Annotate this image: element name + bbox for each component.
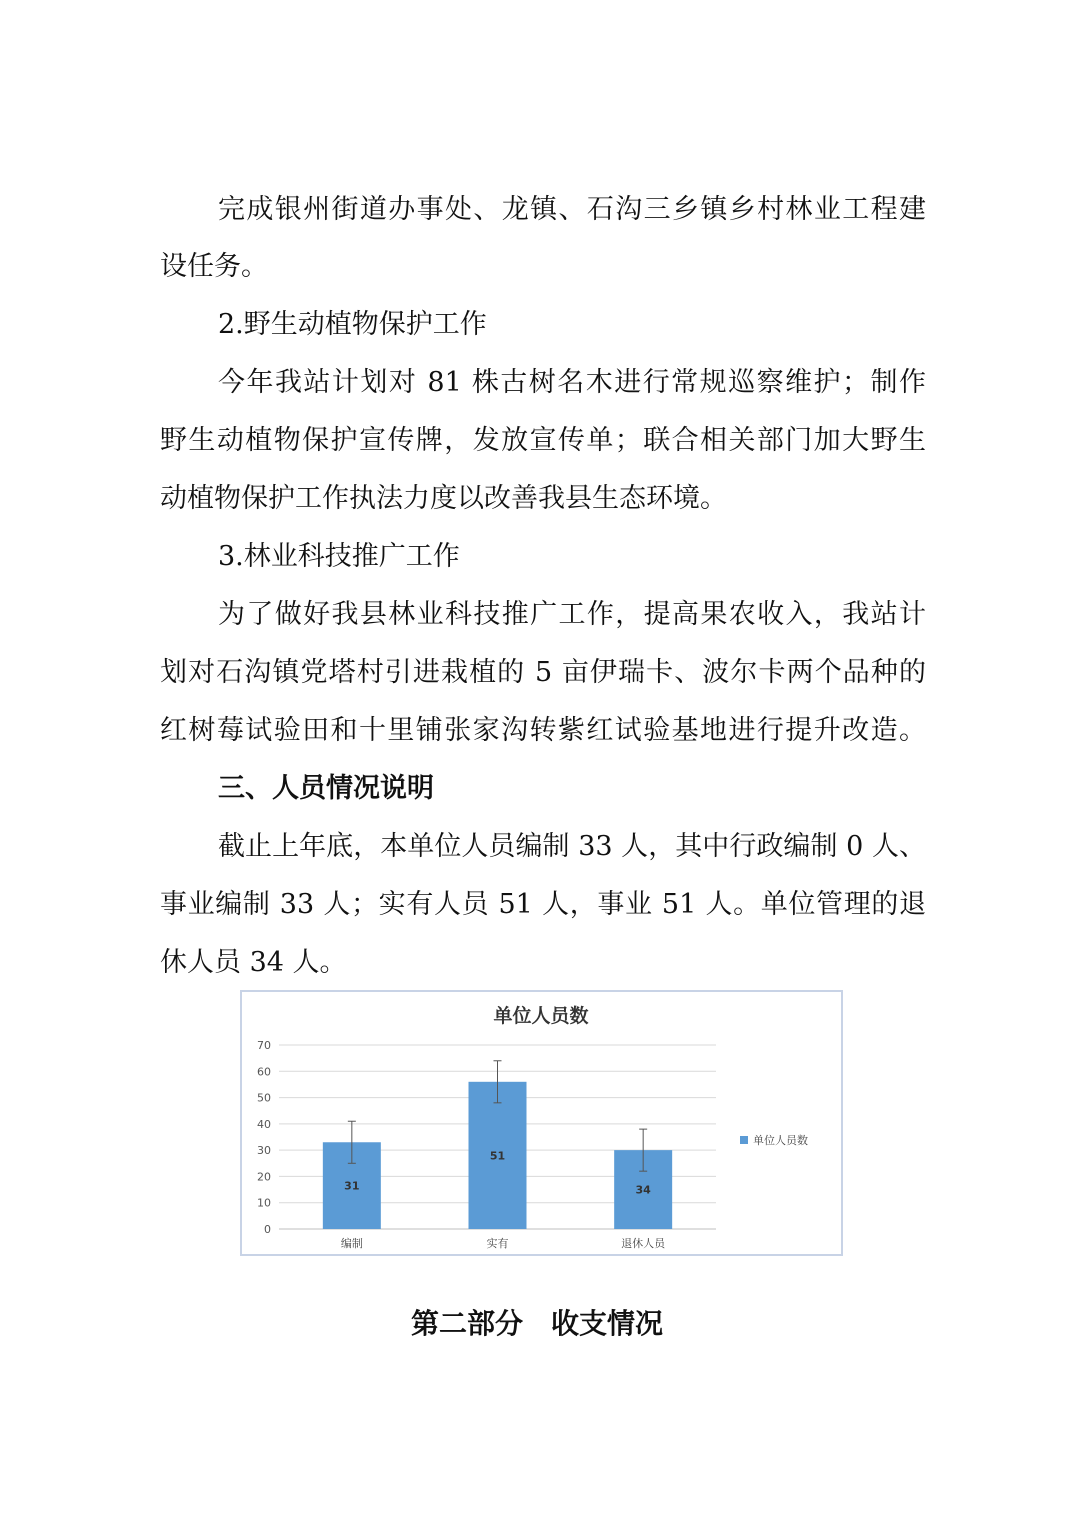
x-tick-label: 实有 bbox=[486, 1237, 509, 1250]
x-tick-label: 退休人员 bbox=[621, 1237, 666, 1250]
paragraph-line: 今年我站计划对 81 株古树名木进行常规巡察维护；制作 bbox=[218, 367, 926, 398]
paragraph-line: 设任务。 bbox=[160, 251, 268, 282]
y-tick-label: 20 bbox=[257, 1170, 271, 1184]
paragraph-line: 红树莓试验田和十里铺张家沟转紫红试验基地进行提升改造。 bbox=[160, 715, 926, 746]
part-title: 第二部分 收支情况 bbox=[410, 1307, 663, 1340]
paragraph-line: 动植物保护工作执法力度以改善我县生态环境。 bbox=[160, 483, 727, 514]
y-tick-label: 60 bbox=[257, 1065, 271, 1079]
paragraph-line: 划对石沟镇党塔村引进栽植的 5 亩伊瑞卡、波尔卡两个品种的 bbox=[160, 657, 926, 688]
paragraph-line: 事业编制 33 人；实有人员 51 人，事业 51 人。单位管理的退 bbox=[160, 889, 926, 920]
paragraph-line: 截止上年底，本单位人员编制 33 人，其中行政编制 0 人、 bbox=[218, 831, 926, 862]
y-tick-label: 30 bbox=[257, 1144, 271, 1158]
paragraph-line: 为了做好我县林业科技推广工作，提高果农收入，我站计 bbox=[218, 599, 926, 630]
y-tick-label: 70 bbox=[257, 1039, 271, 1052]
section-heading: 2.野生动植物保护工作 bbox=[218, 309, 487, 340]
x-tick-label: 编制 bbox=[340, 1237, 363, 1250]
y-tick-label: 40 bbox=[257, 1117, 271, 1131]
chart-title: 单位人员数 bbox=[493, 1005, 589, 1027]
section-heading: 3.林业科技推广工作 bbox=[218, 541, 460, 572]
data-label: 34 bbox=[635, 1183, 651, 1197]
y-tick-label: 50 bbox=[257, 1091, 271, 1105]
legend-label: 单位人员数 bbox=[753, 1134, 808, 1147]
data-label: 31 bbox=[344, 1179, 360, 1193]
paragraph-line: 完成银州街道办事处、龙镇、石沟三乡镇乡村林业工程建 bbox=[218, 194, 926, 225]
staff-chart bbox=[240, 990, 843, 1256]
data-label: 51 bbox=[489, 1149, 506, 1163]
y-tick-label: 10 bbox=[257, 1196, 271, 1210]
staff-bar-chart bbox=[242, 992, 841, 1254]
paragraph-line: 野生动植物保护宣传牌，发放宣传单；联合相关部门加大野生 bbox=[160, 425, 926, 456]
y-tick-label: 0 bbox=[264, 1223, 271, 1236]
paragraph-line: 休人员 34 人。 bbox=[160, 947, 347, 978]
legend-swatch bbox=[740, 1136, 748, 1144]
section-heading: 三、人员情况说明 bbox=[218, 773, 434, 804]
